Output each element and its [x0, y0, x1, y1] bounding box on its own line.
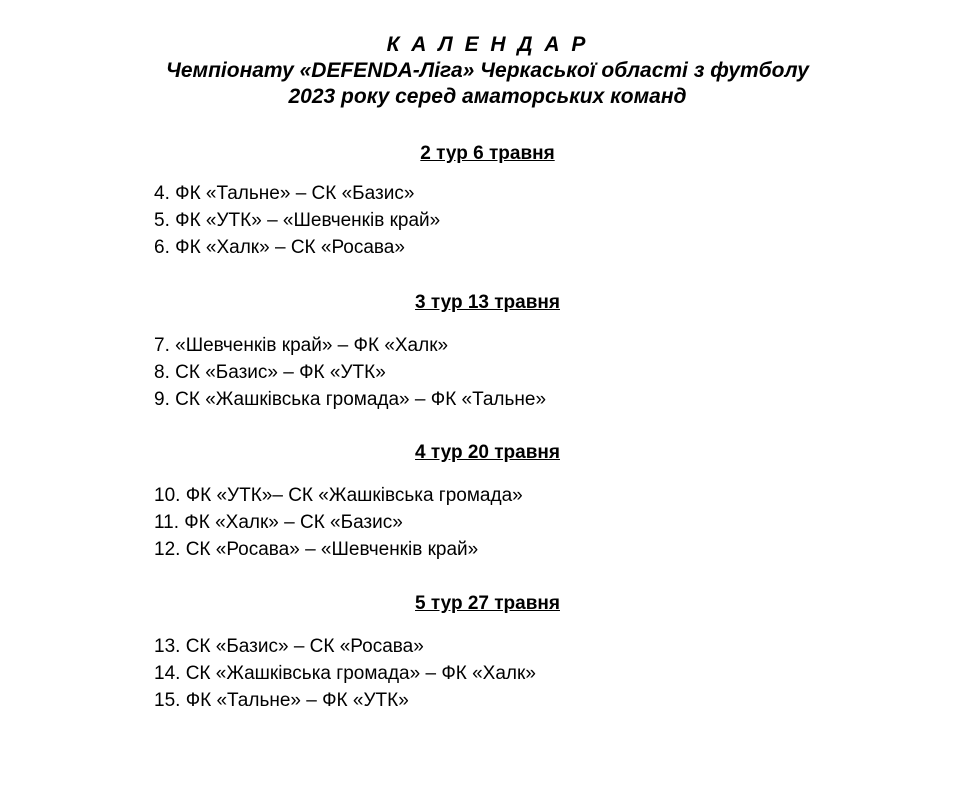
document-subtitle-line-1: Чемпіонату «DEFENDA-Ліга» Черкаської області з футболу [166, 59, 809, 82]
match-item: 5. ФК «УТК» – «Шевченків край» [154, 210, 441, 231]
match-item: 8. СК «Базис» – ФК «УТК» [154, 362, 386, 383]
match-item: 12. СК «Росава» – «Шевченків край» [154, 539, 479, 560]
round-heading: 5 тур 27 травня [415, 593, 560, 614]
match-item: 7. «Шевченків край» – ФК «Халк» [154, 335, 449, 356]
match-item: 9. СК «Жашківська громада» – ФК «Тальне» [154, 389, 547, 410]
round-heading: 4 тур 20 травня [415, 442, 560, 463]
match-item: 13. СК «Базис» – СК «Росава» [154, 636, 424, 657]
match-item: 14. СК «Жашківська громада» – ФК «Халк» [154, 663, 536, 684]
document-subtitle-line-2: 2023 року серед аматорських команд [288, 85, 687, 108]
round-heading: 2 тур 6 травня [420, 143, 555, 164]
match-item: 6. ФК «Халк» – СК «Росава» [154, 237, 405, 258]
round-heading: 3 тур 13 травня [415, 292, 560, 313]
match-item: 15. ФК «Тальне» – ФК «УТК» [154, 690, 409, 711]
document-title: К А Л Е Н Д А Р [386, 33, 589, 56]
match-item: 4. ФК «Тальне» – СК «Базис» [154, 183, 415, 204]
match-item: 10. ФК «УТК»– СК «Жашківська громада» [154, 485, 523, 506]
match-item: 11. ФК «Халк» – СК «Базис» [154, 512, 403, 533]
